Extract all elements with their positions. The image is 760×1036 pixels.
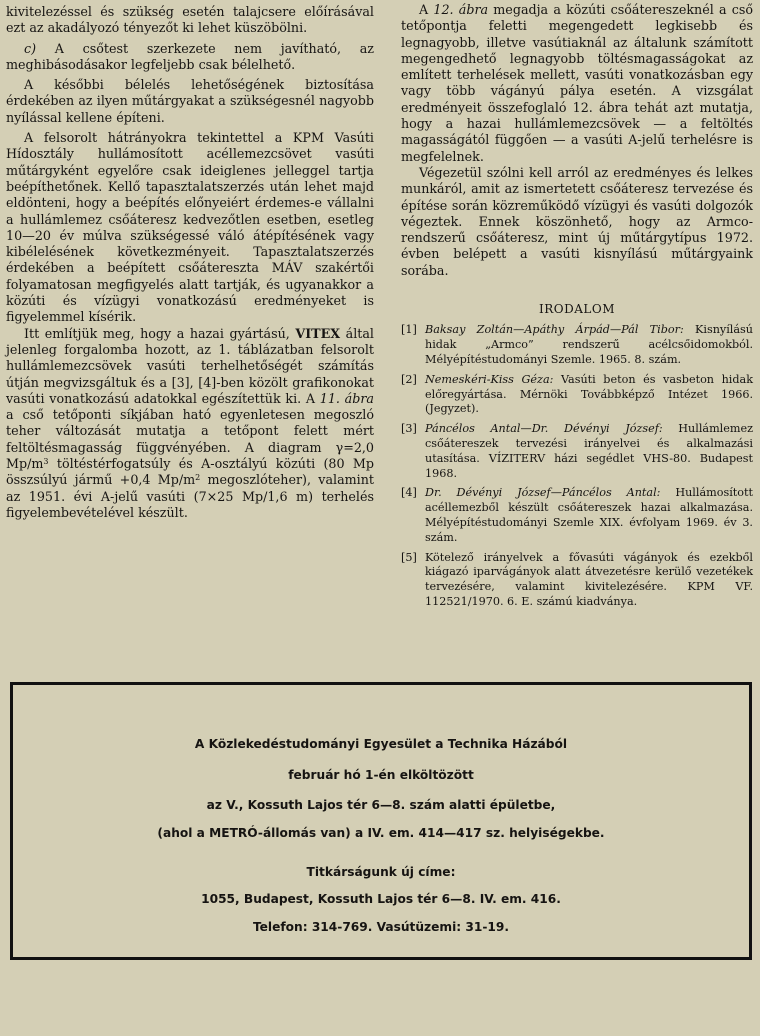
paragraph-text: a cső tetőponti síkjában ható egyenletesen megoszló teher változását mutatja a tetőpont felett mért feltöltésmagasság függvényében. A diagram γ=2,0 Mp/m bbox=[6, 407, 374, 472]
paragraph-text: Itt említjük meg, hogy a hazai gyártású, bbox=[24, 325, 296, 341]
reference-item bbox=[401, 422, 753, 481]
reference-item bbox=[401, 323, 753, 367]
references-list bbox=[401, 323, 753, 609]
paragraph-text: A bbox=[419, 2, 434, 17]
paragraph: kivitelezéssel és szükség esetén talajcsere előírásával ezt az akadályozó tényezőt ki lehet küszöbölni. bbox=[6, 4, 374, 36]
notice-line: Telefon: 314-769. Vasútüzemi: 31-19. bbox=[252, 920, 510, 934]
reference-text: Kisnyílású hidak „Armco” rendszerű acélcsőidomokból. Mélyépítéstudományi Szemle. 1965. 8. szám. bbox=[425, 323, 753, 366]
references-heading: IRODALOM bbox=[539, 302, 615, 317]
paragraph bbox=[6, 326, 374, 522]
reference-number: [3] bbox=[401, 422, 417, 436]
reference-text: Hullámosított acéllemezből készült csőátereszek hazai alkalmazása. Mélyépítéstudományi Szemle XIX. évfolyam 1969. év 3. szám. bbox=[425, 486, 753, 544]
list-label: c) bbox=[24, 40, 37, 56]
brand-name: VITEX bbox=[295, 325, 341, 341]
notice-line: február hó 1-én elköltözött bbox=[288, 768, 474, 782]
superscript: 3 bbox=[43, 457, 49, 467]
notice-line: 1055, Budapest, Kossuth Lajos tér 6—8. IV. em. 416. bbox=[201, 892, 561, 906]
paragraph-text: megadja a közúti csőátereszeknél a cső tetőpontja feletti megengedett legkisebb és legnagyobb, illetve vasútiaknál az általunk számított megengedhető legnagyobb töltésmagasságokat az említett terhelések mellett, vasúti vonatkozásban egy vagy több vágányú pálya esetén. A vizsgálat eredményeit összefoglaló 12. ábra tehát azt mutatja, hogy a hazai hullámlemezcsövek — a feltöltés magasságától függően — a vasúti A-jelű terhelésre is megfelelnek. bbox=[401, 2, 753, 164]
reference-item bbox=[401, 486, 753, 545]
notice-line: Titkárságunk új címe: bbox=[306, 865, 456, 879]
relocation-notice-box bbox=[10, 682, 752, 960]
right-column bbox=[401, 2, 753, 615]
reference-item bbox=[401, 373, 753, 417]
paragraph: Végezetül szólni kell arról az eredményes és lelkes munkáról, amit az ismertetett csőáteresz tervezése és építése során közreműködő vízügyi és vasúti dolgozók végeztek. Ennek köszönhető, hogy az Armco-rendszerű csőáteresz, mint új műtárgytípus 1972. évben belépett a vasúti kisnyílású műtárgyaink sorába. bbox=[401, 164, 753, 278]
paragraph-text: A csőtest szerkezete nem javítható, az meghibásodásakor legfeljebb csak bélelhető. bbox=[6, 40, 374, 72]
paragraph bbox=[6, 41, 374, 74]
paragraph: A felsorolt hátrányokra tekintettel a KPM Vasúti Hídosztály hullámosított acéllemezcsövet vasúti műtárgyként egyelőre csak ideiglenes jelleggel tartja beépíthetőnek. Kellő tapasztalatszerzés után lehet majd eldönteni, hogy a beépítés előnyeiért érdemes-e vállalni a hullámlemez csőáteresz kedvezőtlen esetben, esetleg 10—20 év múlva szükségessé váló átépítésének vagy kibélelésének következményeit. Tapasztalatszerzés érdekében a beépített csőáteresztа MÁV szakértői folyamatosan megfigyelés alatt tartják, és ugyanakkor a közúti és vízügyi vonatkozású eredményeket is figyelemmel kísérik. bbox=[6, 130, 374, 325]
paragraph-text: által jelenleg forgalomba hozott, az 1. táblázatban felsorolt hullámlemezcsövek vasúti terhelhetőségét számítás útján megvizsgáltuk és a [3], [4]-ben közölt grafikonokat vasúti vonatkozású adatokkal egészítettük ki. A bbox=[6, 325, 374, 406]
notice-line: (ahol a METRÓ-állomás van) a IV. em. 414—417 sz. helyiségekbe. bbox=[157, 826, 605, 840]
reference-authors: Nemeskéri-Kiss Géza: bbox=[425, 372, 554, 386]
reference-number: [4] bbox=[401, 486, 417, 500]
notice-line: A Közlekedéstudományi Egyesület a Technika Házából bbox=[194, 737, 568, 751]
notice-line: az V., Kossuth Lajos tér 6—8. szám alatti épületbe, bbox=[206, 798, 556, 812]
paragraph bbox=[401, 2, 753, 165]
reference-authors: Páncélos Antal—Dr. Dévényi József: bbox=[425, 422, 663, 436]
reference-number: [2] bbox=[401, 372, 417, 386]
reference-item bbox=[401, 551, 753, 610]
superscript: 2 bbox=[195, 473, 201, 483]
reference-number: [1] bbox=[401, 323, 417, 337]
left-column bbox=[6, 4, 374, 521]
paragraph-text: töltéstérfogatsúly és A-osztályú közúti (80 Mp összsúlyú jármű +0,4 Mp/m bbox=[6, 456, 374, 488]
paragraph: A későbbi bélelés lehetőségének biztosítása érdekében az ilyen műtárgyakat a szükségesnél nagyobb nyílással kellene építeni. bbox=[6, 77, 374, 125]
reference-number: [5] bbox=[401, 550, 417, 564]
figure-reference: 12. ábra bbox=[433, 2, 489, 17]
reference-authors: Dr. Dévényi József—Páncélos Antal: bbox=[425, 486, 661, 500]
figure-reference: 11. ábra bbox=[319, 390, 374, 406]
reference-authors: Baksay Zoltán—Apáthy Árpád—Pál Tibor: bbox=[425, 323, 684, 337]
reference-text: Hullámlemez csőátereszek tervezési irányelvei és alkalmazási utasítása. VÍZITERV házi segédlet VHS-80. Budapest 1968. bbox=[425, 422, 753, 480]
reference-text: Kötelező irányelvek a fővasúti vágányok és ezekből kiágazó iparvágányok alatt átvezetésre kerülő vezetékek tervezésére, valamint kivitelezésére. KPM VF. 112521/1970. 6. E. számú kiadványa. bbox=[425, 550, 753, 608]
paragraph-text: megoszlóteher), valamint az 1951. évi A-jelű vasúti (7×25 Mp/1,6 m) terhelés figyelembevételével készült. bbox=[6, 472, 375, 520]
reference-text: Vasúti beton és vasbeton hidak előregyártása. Mérnöki Továbbképző Intézet 1966. (Jegyzet). bbox=[425, 372, 753, 416]
